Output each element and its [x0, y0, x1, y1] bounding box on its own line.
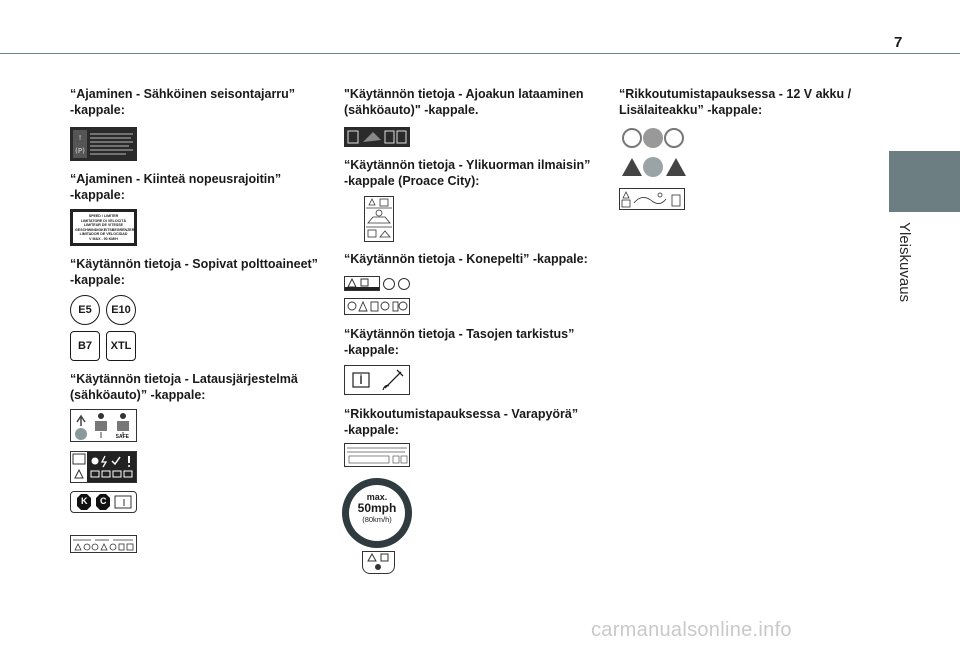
fuel-b7-icon: B7 — [70, 331, 100, 361]
engine-hand-icon — [383, 278, 395, 290]
manual-icon — [643, 157, 663, 177]
no-fire-icon — [622, 128, 642, 148]
speed-limit-badge — [342, 478, 412, 548]
badge-speed-text: 50mph — [357, 501, 397, 515]
charge-type-label-image — [70, 491, 137, 513]
heading-level-checks: “Käytännön tietoja - Tasojen tarkistus” -kappale: — [344, 327, 575, 357]
fuel-e10-icon: E10 — [106, 295, 136, 325]
heading-spare-wheel: “Rikkoutumistapauksessa - Varapyörä” -kappale: — [344, 407, 579, 437]
charge-badge-k: K — [81, 496, 88, 506]
charge-badge-c: C — [100, 496, 107, 506]
spare-wheel-label-image — [344, 443, 410, 467]
page-number: 7 — [894, 34, 903, 51]
explosive-warning-icon — [665, 157, 687, 177]
aux-battery-label-image — [344, 127, 410, 147]
corrosive-warning-icon — [621, 157, 643, 177]
heading-bonnet: “Käytännön tietoja - Konepelti” -kappale: — [344, 252, 588, 266]
badge-kmh-text: (80km/h) — [362, 515, 392, 524]
badge-max-text: max. — [366, 492, 388, 502]
charging-safe-label-image — [70, 409, 137, 442]
header-rule — [0, 53, 960, 54]
overload-label-image — [364, 196, 394, 242]
no-children-icon — [664, 128, 684, 148]
heading-parking-brake: “Ajaminen - Sähköinen seisontajarru” -kappale: — [70, 87, 296, 117]
svg-text:(P): (P) — [75, 147, 85, 155]
heading-battery-12v: “Rikkoutumistapauksessa - 12 V akku / Lisälaiteakku” -kappale: — [619, 87, 852, 117]
section-label: Yleiskuvaus — [896, 222, 913, 303]
jack-label-image — [362, 551, 395, 574]
bonnet-warnings-label-image — [344, 298, 410, 315]
fuel-e5-icon: E5 — [70, 295, 100, 325]
safe-text: SAFE — [115, 434, 129, 440]
level-checks-label-image — [344, 365, 410, 395]
heading-speed-limiter: “Ajaminen - Kiinteä nopeusrajoitin” -kappale: — [70, 172, 282, 202]
section-tab — [889, 151, 960, 212]
heading-charging-system: “Käytännön tietoja - Latausjärjestelmä (sähköauto)” -kappale: — [70, 372, 298, 402]
heading-aux-battery-charging: "Käytännön tietoja - Ajoakun lataaminen (sähköauto)" -kappale. — [344, 87, 584, 117]
svg-text:!: ! — [78, 134, 82, 142]
no-touch-icon — [398, 278, 410, 290]
watermark: carmanualsonline.info — [591, 619, 792, 641]
bonnet-stop-start-label-image — [344, 276, 380, 291]
battery-warnings-label-image — [619, 188, 685, 210]
speed-limiter-label-image: SPEED / LIMITER LIMITATORE DI VELOCITÀ LIMITEUR DE VITESSE GESCHWINDIGKEITSBEGRENZER LIMITADOR DE VELOCIDAD V MAX - 90 KM/H — [70, 209, 137, 246]
heading-overload-indicator: “Käytännön tietoja - Ylikuorman ilmaisin” -kappale (Proace City): — [344, 158, 591, 188]
fuel-xtl-icon: XTL — [106, 331, 136, 361]
parking-brake-label-image — [70, 127, 137, 161]
charging-warnings-label-image — [70, 535, 137, 553]
heading-fuels: “Käytännön tietoja - Sopivat polttoaineet” -kappale: — [70, 257, 318, 287]
charging-status-label-image — [70, 451, 137, 483]
eye-protection-icon — [643, 128, 663, 148]
